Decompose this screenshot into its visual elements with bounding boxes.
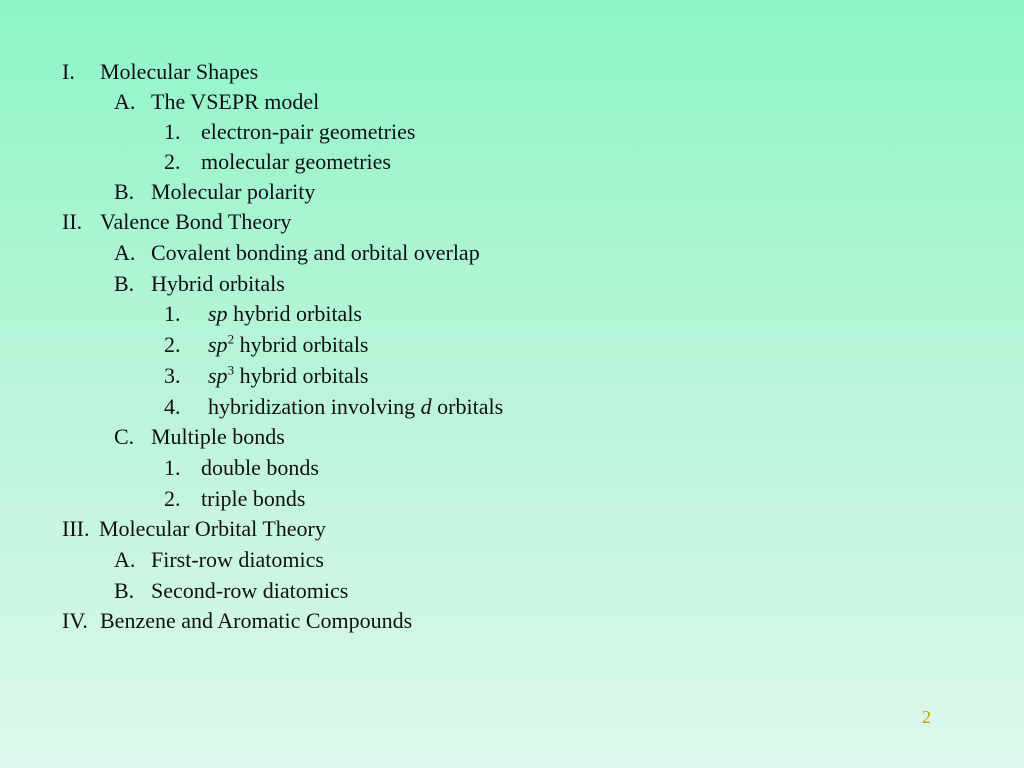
outline-marker: 1. <box>164 301 181 326</box>
outline-text: Valence Bond Theory <box>100 209 292 234</box>
outline-text: Hybrid orbitals <box>151 271 285 296</box>
outline-text: Second-row diatomics <box>151 578 349 603</box>
outline-marker: 2. <box>164 486 181 511</box>
outline-text: Benzene and Aromatic Compounds <box>100 608 413 633</box>
outline-text: double bonds <box>201 455 319 480</box>
outline-marker: B. <box>114 179 135 204</box>
outline-text: sp hybrid orbitals <box>208 301 362 326</box>
outline-text: Molecular Shapes <box>100 59 259 84</box>
outline-marker: 3. <box>164 363 181 388</box>
outline-marker: III. <box>62 516 90 541</box>
outline-marker: C. <box>114 424 135 449</box>
outline-text: hybridization involving d orbitals <box>208 394 504 419</box>
outline-marker: 1. <box>164 455 181 480</box>
outline-marker: 2. <box>164 332 181 357</box>
outline-marker: 4. <box>164 394 181 419</box>
outline-text: Molecular Orbital Theory <box>99 516 326 541</box>
outline-marker: B. <box>114 271 135 296</box>
page-number: 2 <box>922 707 931 727</box>
outline-text: electron-pair geometries <box>201 119 416 144</box>
outline-marker: 2. <box>164 149 181 174</box>
outline-marker: 1. <box>164 119 181 144</box>
outline-text: $sp^2$ hybrid orbitals <box>208 331 369 357</box>
outline-text: First-row diatomics <box>151 547 324 572</box>
outline-marker: II. <box>62 209 83 234</box>
outline-text: The VSEPR model <box>151 89 320 114</box>
outline-text: triple bonds <box>201 486 306 511</box>
outline-marker: B. <box>114 578 135 603</box>
outline-text: Covalent bonding and orbital overlap <box>151 240 480 265</box>
outline-text: molecular geometries <box>201 149 391 174</box>
outline-text: $sp^3$ hybrid orbitals <box>208 362 369 388</box>
outline-marker: A. <box>114 89 136 114</box>
outline-marker: I. <box>62 59 75 84</box>
outline-text: Molecular polarity <box>151 179 316 204</box>
outline-text: Multiple bonds <box>151 424 285 449</box>
outline-marker: IV. <box>62 608 88 633</box>
outline-marker: A. <box>114 240 136 265</box>
outline-marker: A. <box>114 547 136 572</box>
